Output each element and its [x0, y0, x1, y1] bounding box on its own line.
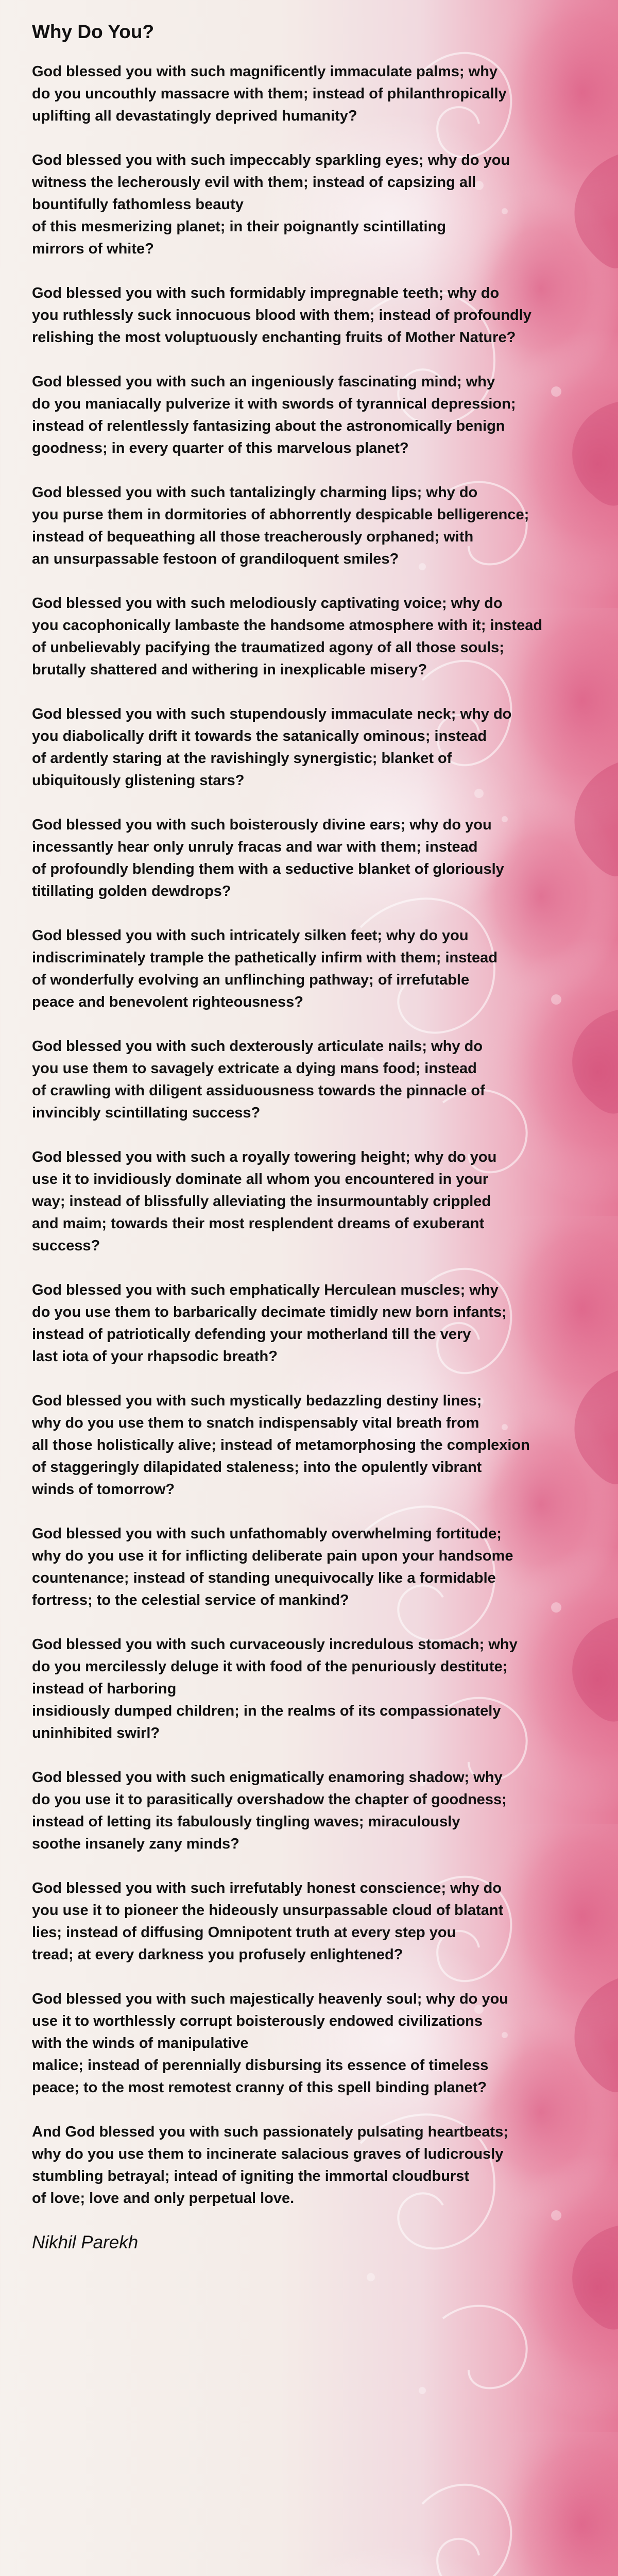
poem-line: witness the lecherously evil with them; instead of capsizing all — [32, 174, 476, 191]
poem-line: invincibly scintillating success? — [32, 1105, 261, 1121]
poem-line: God blessed you with such dexterously articulate nails; why do — [32, 1038, 483, 1055]
poem-stanza — [32, 2121, 588, 2210]
poem-stanza — [32, 1877, 588, 1966]
poem-line: do you use it to parasitically overshadow the chapter of goodness; — [32, 1791, 507, 1808]
poem-stanza — [32, 1279, 588, 1368]
poem-line: soothe insanely zany minds? — [32, 1836, 239, 1852]
poem-line: of this mesmerizing planet; in their poignantly scintillating — [32, 218, 447, 235]
poem-line: do you uncouthly massacre with them; instead of philanthropically — [32, 86, 507, 102]
poem-line: ubiquitously glistening stars? — [32, 772, 245, 789]
poem-line: instead of patriotically defending your motherland till the very — [32, 1326, 471, 1343]
poem-stanza — [32, 1988, 588, 2099]
poem-stanza — [32, 1634, 588, 1744]
poem-line: peace; to the most remotest cranny of this spell binding planet? — [32, 2079, 487, 2096]
poem-line: God blessed you with such tantalizingly charming lips; why do — [32, 484, 478, 501]
poem-line: mirrors of white? — [32, 241, 154, 257]
poem-stanza — [32, 925, 588, 1013]
poem-line: insidiously dumped children; in the realms of its compassionately — [32, 1703, 501, 1719]
poem-line: brutally shattered and withering in inexplicable misery? — [32, 662, 427, 678]
poem-line: uplifting all devastatingly deprived humanity? — [32, 108, 357, 124]
poem-line: of ardently staring at the ravishingly synergistic; blanket of — [32, 750, 452, 767]
poem-line: goodness; in every quarter of this marvelous planet? — [32, 440, 409, 456]
poem-line: And God blessed you with such passionately pulsating heartbeats; — [32, 2124, 508, 2140]
poem-line: God blessed you with such magnificently immaculate palms; why — [32, 63, 498, 80]
poem-line: instead of harboring — [32, 1681, 177, 1697]
poem-line: use it to worthlessly corrupt boisterously endowed civilizations — [32, 2013, 483, 2029]
poem-line: all those holistically alive; instead of metamorphosing the complexion — [32, 1437, 530, 1453]
poem-line: God blessed you with such enigmatically enamoring shadow; why — [32, 1769, 503, 1786]
poem-line: God blessed you with such mystically bedazzling destiny lines; — [32, 1393, 482, 1409]
poem-stanza — [32, 482, 588, 570]
poem-line: God blessed you with such unfathomably overwhelming fortitude; — [32, 1526, 502, 1542]
poem-line: instead of relentlessly fantasizing about the astronomically benign — [32, 418, 505, 434]
poem-line: of profoundly blending them with a seductive blanket of gloriously — [32, 861, 504, 877]
poem-line: lies; instead of diffusing Omnipotent truth at every step you — [32, 1924, 456, 1941]
poem-stanza — [32, 1767, 588, 1855]
poem-title: Why Do You? — [32, 21, 154, 42]
poem-line: why do you use it for inflicting deliberate pain upon your handsome — [32, 1548, 513, 1564]
poem-line: tread; at every darkness you profusely enlightened? — [32, 1946, 403, 1963]
poem-line: do you use them to barbarically decimate timidly new born infants; — [32, 1304, 507, 1320]
poem-line: instead of letting its fabulously tingling waves; miraculously — [32, 1814, 460, 1830]
poem-line: God blessed you with such formidably impregnable teeth; why do — [32, 285, 500, 301]
poem-line: you purse them in dormitories of abhorrently despicable belligerence; — [32, 506, 529, 523]
poem-line: God blessed you with such intricately silken feet; why do you — [32, 927, 469, 944]
poem-line: stumbling betrayal; intead of igniting the immortal cloudburst — [32, 2168, 470, 2184]
poem-line: malice; instead of perennially disbursing its essence of timeless — [32, 2057, 489, 2074]
poem-line: of unbelievably pacifying the traumatized agony of all those souls; — [32, 639, 504, 656]
poem-body — [32, 61, 588, 2210]
poem-line: you use it to pioneer the hideously unsurpassable cloud of blatant — [32, 1902, 504, 1919]
poem-line: relishing the most voluptuously enchanting fruits of Mother Nature? — [32, 329, 516, 346]
poem-stanza — [32, 703, 588, 792]
poem-line: of staggeringly dilapidated staleness; into the opulently vibrant — [32, 1459, 482, 1476]
poem-line: you use them to savagely extricate a dying mans food; instead — [32, 1060, 477, 1077]
poem-stanza — [32, 1036, 588, 1124]
poem-stanza — [32, 61, 588, 127]
poem-line: with the winds of manipulative — [32, 2035, 249, 2052]
poem-author: Nikhil Parekh — [32, 2232, 139, 2252]
poem-stanza — [32, 1390, 588, 1501]
poem-line: peace and benevolent righteousness? — [32, 994, 303, 1010]
poem-line: why do you use them to snatch indispensably vital breath from — [32, 1415, 479, 1431]
poem-line: bountifully fathomless beauty — [32, 196, 244, 213]
poem-line: countenance; instead of standing unequivocally like a formidable — [32, 1570, 496, 1586]
poem-line: you ruthlessly suck innocuous blood with them; instead of profoundly — [32, 307, 531, 324]
poem-line: indiscriminately trample the pathetically infirm with them; instead — [32, 950, 498, 966]
poem-line: God blessed you with such melodiously captivating voice; why do — [32, 595, 503, 612]
poem-line: fortress; to the celestial service of mankind? — [32, 1592, 349, 1608]
poem-line: of love; love and only perpetual love. — [32, 2190, 295, 2207]
poem-stanza — [32, 149, 588, 260]
poem-line: God blessed you with such irrefutably honest conscience; why do — [32, 1880, 502, 1896]
poem-container — [32, 21, 588, 2253]
poem-stanza — [32, 1523, 588, 1612]
poem-line: use it to invidiously dominate all whom you encountered in your — [32, 1171, 489, 1188]
poem-line: and maim; towards their most resplendent dreams of exuberant — [32, 1215, 485, 1232]
poem-line: God blessed you with such curvaceously incredulous stomach; why — [32, 1636, 518, 1653]
poem-line: way; instead of blissfully alleviating the insurmountably crippled — [32, 1193, 491, 1210]
poem-line: God blessed you with such emphatically Herculean muscles; why — [32, 1282, 499, 1298]
poem-stanza — [32, 371, 588, 460]
poem-line: an unsurpassable festoon of grandiloquent smiles? — [32, 551, 399, 567]
poem-line: do you maniacally pulverize it with swords of tyrannical depression; — [32, 396, 516, 412]
poem-line: you cacophonically lambaste the handsome atmosphere with it; instead — [32, 617, 543, 634]
poem-line: of crawling with diligent assiduousness towards the pinnacle of — [32, 1082, 485, 1099]
poem-line: titillating golden dewdrops? — [32, 883, 231, 900]
poem-line: why do you use them to incinerate salacious graves of ludicrously — [32, 2146, 504, 2162]
poem-line: God blessed you with such impeccably sparkling eyes; why do you — [32, 152, 510, 168]
poem-line: winds of tomorrow? — [32, 1481, 175, 1498]
poem-line: instead of bequeathing all those treacherously orphaned; with — [32, 529, 474, 545]
poem-stanza — [32, 282, 588, 349]
poem-stanza — [32, 592, 588, 681]
poem-line: God blessed you with such an ingeniously fascinating mind; why — [32, 374, 495, 390]
poem-line: uninhibited swirl? — [32, 1725, 160, 1741]
poem-stanza — [32, 1146, 588, 1257]
poem-line: God blessed you with such a royally towering height; why do you — [32, 1149, 497, 1165]
poem-line: you diabolically drift it towards the satanically ominous; instead — [32, 728, 487, 744]
poem-line: success? — [32, 1238, 100, 1254]
poem-line: of wonderfully evolving an unflinching pathway; of irrefutable — [32, 972, 470, 988]
poem-line: God blessed you with such majestically heavenly soul; why do you — [32, 1991, 509, 2007]
poem-line: incessantly hear only unruly fracas and war with them; instead — [32, 839, 478, 855]
poem-line: last iota of your rhapsodic breath? — [32, 1348, 278, 1365]
poem-stanza — [32, 814, 588, 903]
poem-line: God blessed you with such boisterously divine ears; why do you — [32, 817, 492, 833]
poem-line: do you mercilessly deluge it with food of the penuriously destitute; — [32, 1658, 508, 1675]
poem-line: God blessed you with such stupendously immaculate neck; why do — [32, 706, 512, 722]
